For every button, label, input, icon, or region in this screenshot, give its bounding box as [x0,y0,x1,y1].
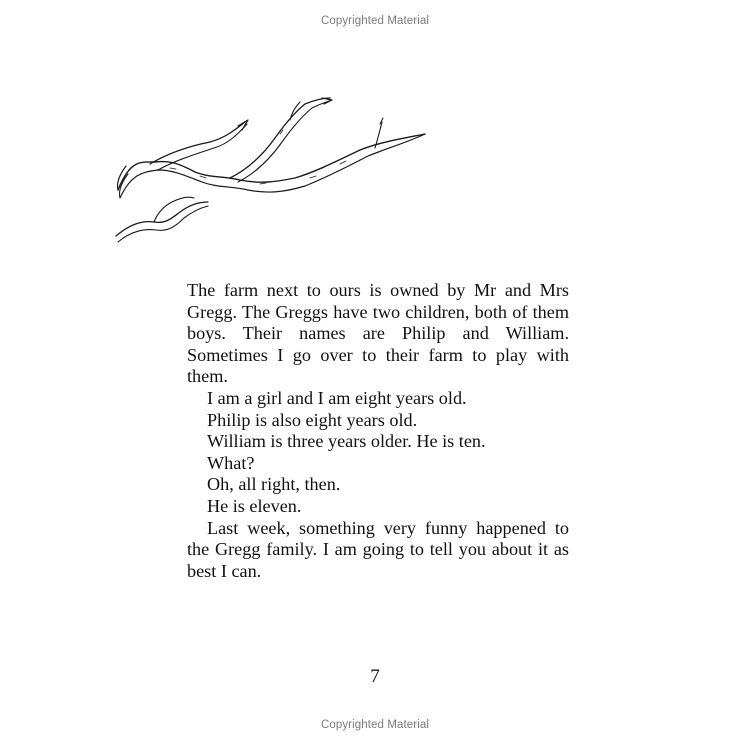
story-paragraph: He is eleven. [207,495,302,516]
tree-branch-drawing [110,90,440,250]
story-paragraph: William is three years older. He is ten. [207,431,486,452]
story-paragraph: Philip is also eight years old. [207,409,418,430]
story-paragraph: Last week, something very funny happened to the Gregg family. I am going to tell you about it as best I can. [187,517,569,581]
story-paragraph: The farm next to ours is owned by Mr and Mrs Gregg. The Greggs have two children, both of them boys. Their names are Philip and William. Sometimes I go over to their farm to play with them. [187,280,569,387]
watermark-top: Copyrighted Material [320,15,430,27]
story-paragraph: I am a girl and I am eight years old. [207,387,467,408]
story-text [187,280,569,582]
story-paragraph: What? [207,452,255,473]
page-number: 7 [370,666,380,687]
story-paragraph: Oh, all right, then. [207,474,341,495]
watermark-bottom: Copyrighted Material [320,719,430,731]
